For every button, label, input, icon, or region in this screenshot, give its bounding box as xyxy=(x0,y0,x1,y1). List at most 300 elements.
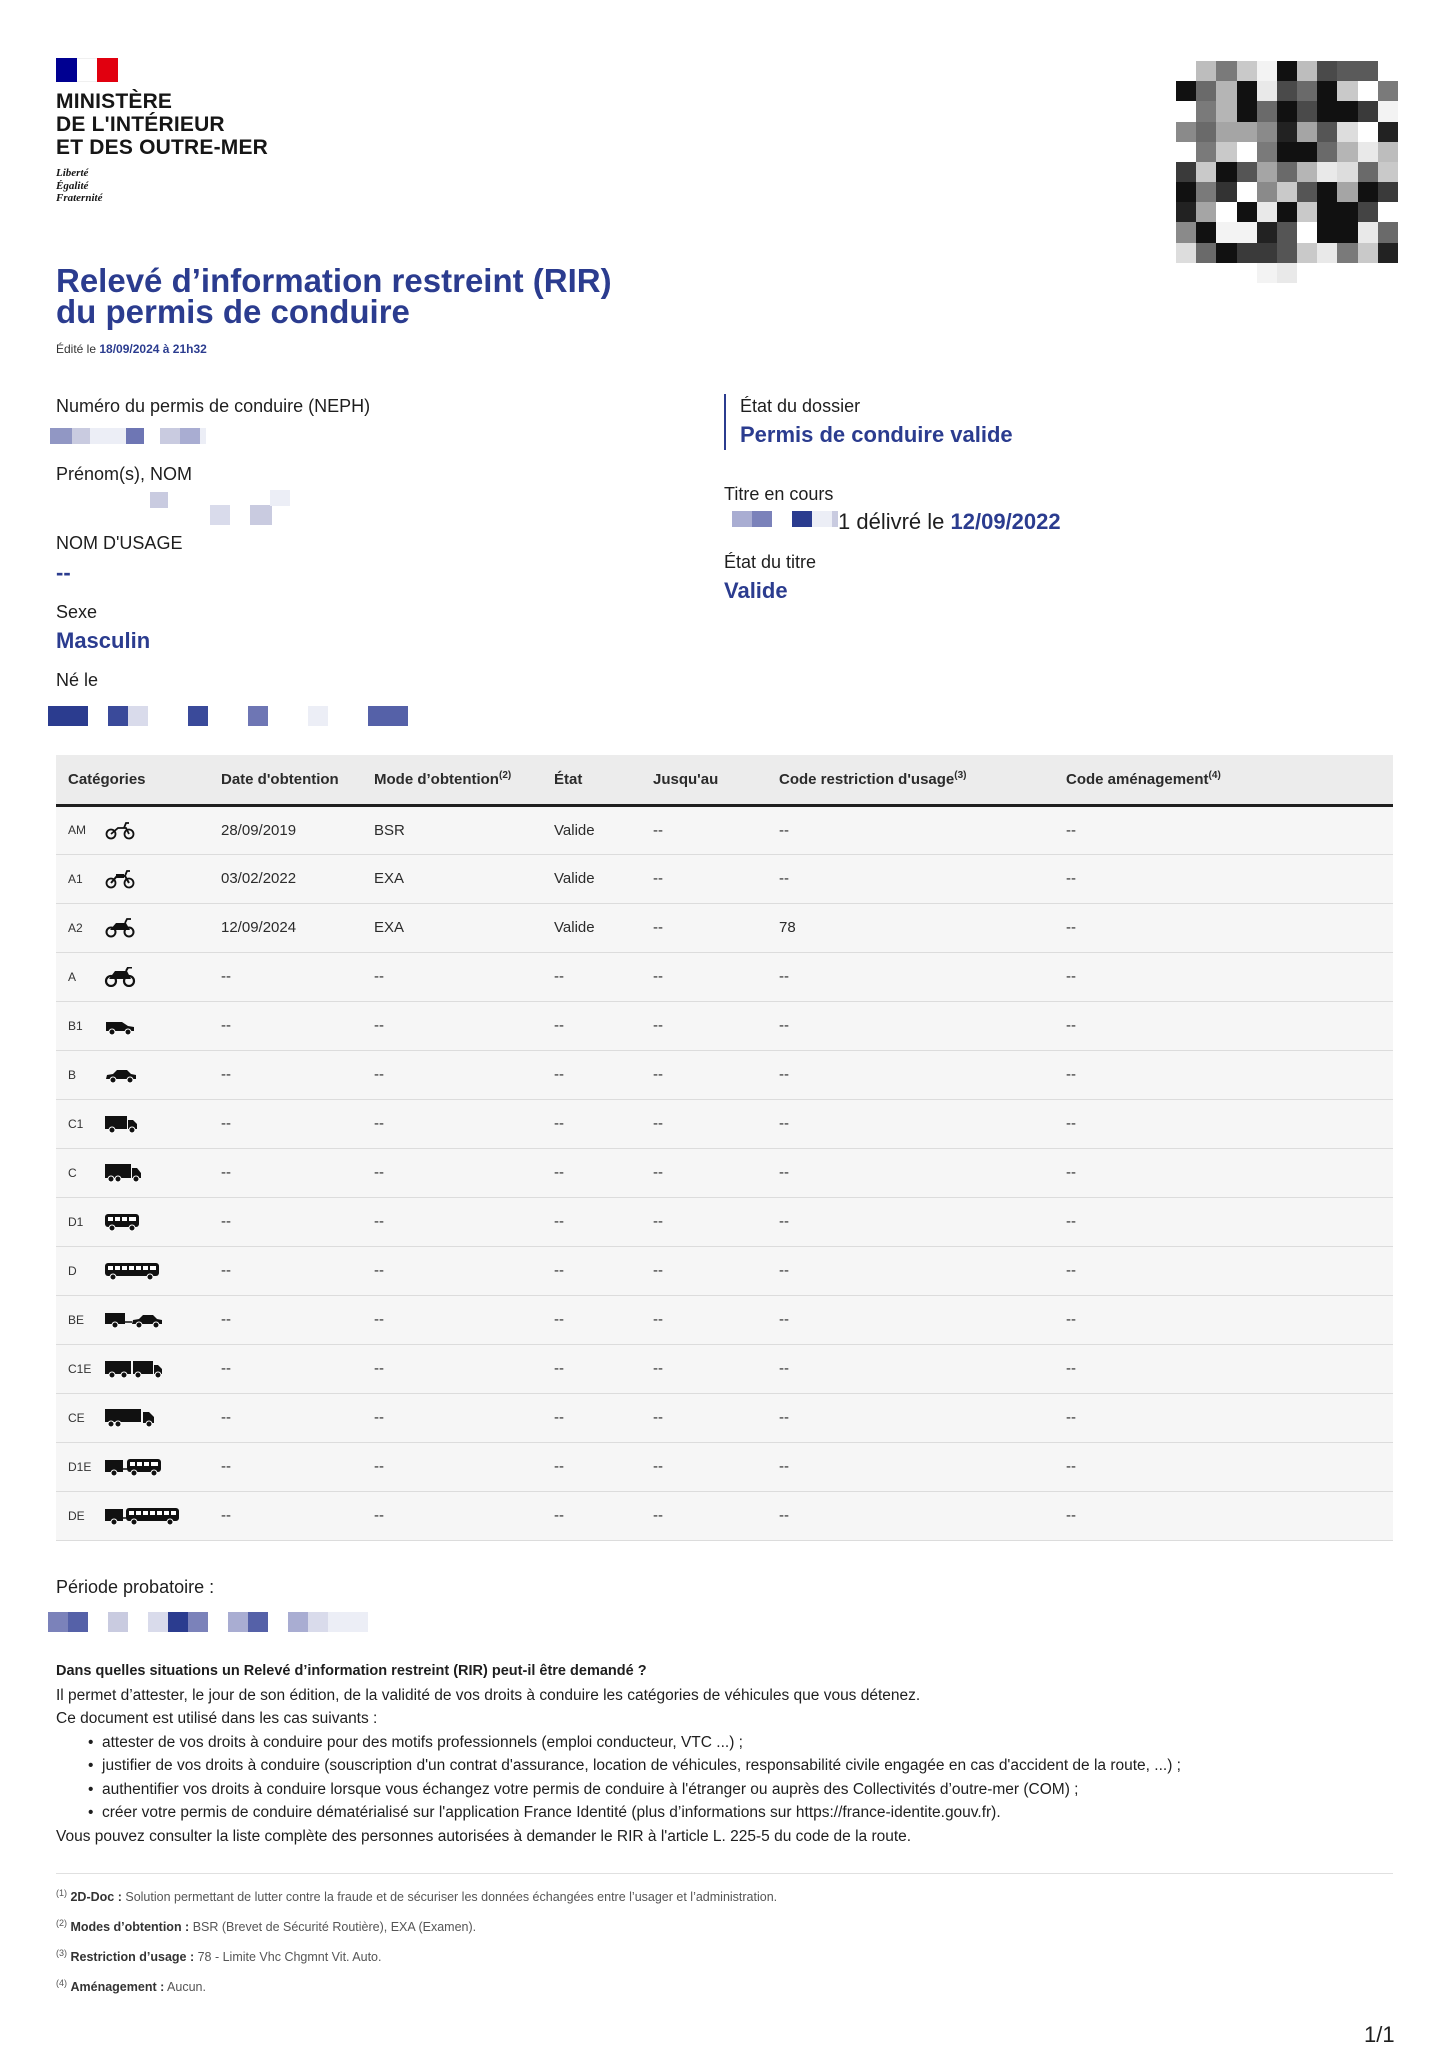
qr-cell xyxy=(1297,81,1317,101)
qr-cell xyxy=(1257,101,1277,121)
qr-cell xyxy=(1317,142,1337,162)
french-flag-icon xyxy=(56,58,118,82)
list-item: • créer votre permis de conduire dématérialisé sur l'application France Identité (plus d’informations sur https://france-identite.gouv.fr). xyxy=(102,1801,1396,1825)
car-icon xyxy=(104,1065,138,1085)
cell-date: -- xyxy=(221,1360,231,1377)
footnotes xyxy=(56,1888,777,2008)
qr-cell xyxy=(1297,243,1317,263)
cell-amenagement: -- xyxy=(1066,1311,1076,1328)
footnote-4: $^{(4)}$ Aménagement : Aucun. xyxy=(56,1978,206,1995)
footnote-3: $^{(3)}$ Restriction d’usage : 78 - Limite Vhc Chgmnt Vit. Auto. xyxy=(56,1948,382,1965)
qr-cell xyxy=(1378,122,1398,142)
qr-cell xyxy=(1237,122,1257,142)
cell-mode: EXA xyxy=(374,870,405,887)
category-cell xyxy=(68,1163,209,1183)
qr-cell xyxy=(1378,142,1398,162)
cell-date: -- xyxy=(221,1115,231,1132)
cell-date: -- xyxy=(221,1507,231,1524)
table-row xyxy=(56,1295,1393,1344)
cell-date: -- xyxy=(221,1458,231,1475)
qr-cell xyxy=(1358,243,1378,263)
cell-category xyxy=(56,1295,209,1344)
qr-cell xyxy=(1237,162,1257,182)
qr-cell xyxy=(1176,162,1196,182)
2d-doc-code xyxy=(1176,61,1398,283)
category-cell xyxy=(68,1016,209,1036)
table-row xyxy=(56,1442,1393,1491)
qr-cell xyxy=(1237,202,1257,222)
qr-cell xyxy=(1277,263,1297,283)
category-cell xyxy=(68,820,209,840)
col-header-until: Jusqu'au xyxy=(641,755,767,805)
info-bullet-list xyxy=(102,1731,1396,1825)
cell-amenagement: -- xyxy=(1066,1409,1076,1426)
qr-cell xyxy=(1378,61,1398,81)
cell-restriction: -- xyxy=(779,1066,789,1083)
qr-cell xyxy=(1176,182,1196,202)
articulated-truck-icon xyxy=(104,1408,156,1428)
name-redacted-1 xyxy=(150,492,168,508)
qr-cell xyxy=(1297,142,1317,162)
qr-cell xyxy=(1216,243,1236,263)
sex-label: Sexe xyxy=(56,602,98,622)
qr-cell xyxy=(1196,202,1216,222)
qr-cell xyxy=(1317,182,1337,202)
qr-cell xyxy=(1378,101,1398,121)
qr-cell xyxy=(1297,162,1317,182)
ministry-name: MINISTÈRE DE L'INTÉRIEUR ET DES OUTRE-MER xyxy=(56,90,269,159)
qr-cell xyxy=(1216,81,1236,101)
qr-cell xyxy=(1237,142,1257,162)
table-row xyxy=(56,1148,1393,1197)
cell-category xyxy=(56,952,209,1001)
page-title: Relevé d’information restreint (RIR) du permis de conduire xyxy=(56,262,612,330)
cell-mode: -- xyxy=(374,1164,384,1181)
quadricycle-icon xyxy=(104,1016,136,1036)
category-cell xyxy=(68,1114,209,1134)
cell-amenagement: -- xyxy=(1066,1262,1076,1279)
footnote-1: $^{(1)}$ 2D-Doc : Solution permettant de lutter contre la fraude et de sécuriser les données échangées entre l’usager et l’administration. xyxy=(56,1888,778,1905)
table-row xyxy=(56,1001,1393,1050)
qr-cell xyxy=(1317,222,1337,242)
qr-cell xyxy=(1176,243,1196,263)
cell-until: -- xyxy=(653,1213,663,1230)
category-code: D1E xyxy=(68,1459,92,1474)
cell-amenagement: -- xyxy=(1066,1360,1076,1377)
qr-cell xyxy=(1216,202,1236,222)
category-code: B xyxy=(68,1067,77,1082)
cell-until: -- xyxy=(653,1458,663,1475)
bus-icon xyxy=(104,1261,160,1281)
qr-cell xyxy=(1277,182,1297,202)
minibus-trailer-icon xyxy=(104,1457,162,1477)
cell-category xyxy=(56,1050,209,1099)
qr-cell xyxy=(1337,243,1357,263)
qr-cell xyxy=(1277,142,1297,162)
cell-state: -- xyxy=(554,1066,564,1083)
qr-cell xyxy=(1277,243,1297,263)
cell-restriction: -- xyxy=(779,870,789,887)
cell-amenagement: -- xyxy=(1066,1017,1076,1034)
qr-cell xyxy=(1196,263,1216,283)
cell-until: -- xyxy=(653,1164,663,1181)
categories-table xyxy=(56,755,1393,1541)
qr-cell xyxy=(1378,202,1398,222)
qr-cell xyxy=(1358,202,1378,222)
category-code: A2 xyxy=(68,920,83,935)
qr-cell xyxy=(1378,162,1398,182)
motorcycle-icon xyxy=(104,918,136,938)
republic-motto: Liberté Égalité Fraternité xyxy=(56,167,103,204)
cell-state: -- xyxy=(554,1115,564,1132)
qr-cell xyxy=(1257,263,1277,283)
cell-category xyxy=(56,1099,209,1148)
qr-cell xyxy=(1297,61,1317,81)
cell-state: -- xyxy=(554,1164,564,1181)
qr-cell xyxy=(1216,61,1236,81)
qr-cell xyxy=(1216,222,1236,242)
usage-name-value: -- xyxy=(56,560,71,585)
cell-mode: -- xyxy=(374,1458,384,1475)
cell-until: -- xyxy=(653,1507,663,1524)
col-header-categories: Catégories xyxy=(56,755,209,805)
cell-amenagement: -- xyxy=(1066,1115,1076,1132)
cell-until: -- xyxy=(653,1017,663,1034)
qr-cell xyxy=(1176,122,1196,142)
category-cell xyxy=(68,1408,209,1428)
qr-cell xyxy=(1237,243,1257,263)
qr-cell xyxy=(1297,263,1317,283)
cell-restriction: -- xyxy=(779,1311,789,1328)
category-code: C xyxy=(68,1165,77,1180)
qr-cell xyxy=(1277,101,1297,121)
qr-cell xyxy=(1337,182,1357,202)
category-cell xyxy=(68,967,209,987)
qr-cell xyxy=(1277,222,1297,242)
qr-cell xyxy=(1317,263,1337,283)
table-row xyxy=(56,1344,1393,1393)
title-issued-text: 1 délivré le 12/09/2022 xyxy=(838,509,1061,534)
neph-label: Numéro du permis de conduire (NEPH) xyxy=(56,396,371,416)
cell-restriction: -- xyxy=(779,1164,789,1181)
cell-mode: -- xyxy=(374,1017,384,1034)
qr-cell xyxy=(1277,61,1297,81)
qr-cell xyxy=(1337,142,1357,162)
qr-cell xyxy=(1277,122,1297,142)
cell-date: 28/09/2019 xyxy=(221,821,297,839)
qr-cell xyxy=(1317,243,1337,263)
category-cell xyxy=(68,1506,209,1526)
probation-redacted xyxy=(48,1612,368,1632)
cell-mode: EXA xyxy=(374,919,405,936)
qr-cell xyxy=(1196,122,1216,142)
light-motorcycle-icon xyxy=(104,869,136,889)
cell-until: -- xyxy=(653,870,663,887)
rir-explanation xyxy=(56,1660,1396,1848)
cell-state: -- xyxy=(554,1262,564,1279)
footnotes-separator xyxy=(56,1873,1393,1874)
name-redacted-3 xyxy=(270,490,290,506)
qr-cell xyxy=(1297,222,1317,242)
col-header-date: Date d'obtention xyxy=(209,755,362,805)
ministry-logo xyxy=(56,58,296,205)
qr-cell xyxy=(1358,263,1378,283)
cell-category xyxy=(56,1491,209,1540)
qr-cell xyxy=(1176,202,1196,222)
cell-state: -- xyxy=(554,968,564,985)
qr-cell xyxy=(1216,142,1236,162)
qr-cell xyxy=(1216,101,1236,121)
title-label: Titre en cours xyxy=(724,484,834,504)
col-header-mode: Mode d’obtention$^{(2)}$ xyxy=(362,755,542,805)
usage-name-label: NOM D'USAGE xyxy=(56,533,183,553)
qr-cell xyxy=(1317,61,1337,81)
qr-cell xyxy=(1237,182,1257,202)
category-code: C1 xyxy=(68,1116,84,1131)
qr-cell xyxy=(1257,182,1277,202)
truck-icon xyxy=(104,1163,142,1183)
col-header-restriction: Code restriction d'usage$^{(3)}$ xyxy=(767,755,1054,805)
qr-cell xyxy=(1337,101,1357,121)
qr-cell xyxy=(1358,81,1378,101)
title-number-redacted xyxy=(732,511,838,527)
cell-restriction: -- xyxy=(779,1360,789,1377)
category-code: BE xyxy=(68,1312,85,1327)
qr-cell xyxy=(1176,263,1196,283)
cell-mode: -- xyxy=(374,1066,384,1083)
qr-cell xyxy=(1257,142,1277,162)
cell-state: -- xyxy=(554,1409,564,1426)
moped-icon xyxy=(104,820,136,840)
name-redacted-2 xyxy=(210,505,272,525)
cell-date: 12/09/2024 xyxy=(221,919,297,936)
cell-category xyxy=(56,805,209,854)
cell-state: Valide xyxy=(554,870,595,887)
dossier-accent-bar xyxy=(724,394,726,450)
qr-cell xyxy=(1358,142,1378,162)
qr-cell xyxy=(1358,122,1378,142)
category-cell xyxy=(68,1310,209,1330)
qr-cell xyxy=(1237,263,1257,283)
qr-cell xyxy=(1257,81,1277,101)
category-cell xyxy=(68,918,209,938)
cell-amenagement: -- xyxy=(1066,1066,1076,1083)
qr-cell xyxy=(1257,202,1277,222)
cell-until: -- xyxy=(653,1115,663,1132)
category-cell xyxy=(68,1261,209,1281)
cell-amenagement: -- xyxy=(1066,1164,1076,1181)
light-truck-trailer-icon xyxy=(104,1359,164,1379)
qr-cell xyxy=(1358,182,1378,202)
cell-state: Valide xyxy=(554,821,595,839)
qr-cell xyxy=(1257,122,1277,142)
qr-cell xyxy=(1196,142,1216,162)
qr-cell xyxy=(1297,182,1317,202)
qr-cell xyxy=(1216,122,1236,142)
cell-amenagement: -- xyxy=(1066,919,1076,936)
cell-restriction: -- xyxy=(779,1262,789,1279)
qr-cell xyxy=(1378,263,1398,283)
cell-until: -- xyxy=(653,1311,663,1328)
qr-cell xyxy=(1196,81,1216,101)
cell-until: -- xyxy=(653,1262,663,1279)
light-truck-icon xyxy=(104,1114,138,1134)
qr-cell xyxy=(1237,222,1257,242)
cell-mode: -- xyxy=(374,1409,384,1426)
qr-cell xyxy=(1257,222,1277,242)
col-header-amenagement: Code aménagement$^{(4)}$ xyxy=(1054,755,1393,805)
qr-cell xyxy=(1196,162,1216,182)
table-row xyxy=(56,805,1393,854)
qr-cell xyxy=(1176,81,1196,101)
cell-amenagement: -- xyxy=(1066,968,1076,985)
cell-date: -- xyxy=(221,968,231,985)
category-code: DE xyxy=(68,1508,85,1523)
cell-restriction: -- xyxy=(779,1409,789,1426)
cell-date: -- xyxy=(221,1213,231,1230)
cell-amenagement: -- xyxy=(1066,870,1076,887)
qr-cell xyxy=(1378,243,1398,263)
qr-cell xyxy=(1337,81,1357,101)
cell-restriction: -- xyxy=(779,1458,789,1475)
qr-cell xyxy=(1196,61,1216,81)
cell-restriction: -- xyxy=(779,968,789,985)
cell-until: -- xyxy=(653,821,663,839)
list-item: • justifier de vos droits à conduire (souscription d'un contrat d'assurance, location de véhicules, responsabilité civile engagée en cas d'accident de la route, ...) ; xyxy=(102,1754,1396,1778)
dossier-label: État du dossier xyxy=(740,396,861,416)
cell-date: -- xyxy=(221,1409,231,1426)
qr-cell xyxy=(1176,101,1196,121)
cell-category xyxy=(56,1197,209,1246)
cell-date: -- xyxy=(221,1164,231,1181)
qr-cell xyxy=(1337,122,1357,142)
cell-until: -- xyxy=(653,1360,663,1377)
cell-mode: -- xyxy=(374,1115,384,1132)
cell-restriction: -- xyxy=(779,1115,789,1132)
qr-cell xyxy=(1297,122,1317,142)
qr-cell xyxy=(1358,101,1378,121)
qr-cell xyxy=(1297,101,1317,121)
table-header-row xyxy=(56,755,1393,805)
cell-category xyxy=(56,1344,209,1393)
cell-state: -- xyxy=(554,1458,564,1475)
qr-cell xyxy=(1237,61,1257,81)
qr-cell xyxy=(1378,81,1398,101)
category-code: D1 xyxy=(68,1214,84,1229)
category-code: B1 xyxy=(68,1018,83,1033)
qr-cell xyxy=(1378,222,1398,242)
qr-cell xyxy=(1257,61,1277,81)
qr-cell xyxy=(1257,162,1277,182)
birth-redacted xyxy=(48,706,408,726)
category-code: D xyxy=(68,1263,77,1278)
qr-cell xyxy=(1337,222,1357,242)
sex-value: Masculin xyxy=(56,628,151,653)
edition-date: Édité le 18/09/2024 à 21h32 xyxy=(56,342,207,356)
cell-restriction: 78 xyxy=(779,919,796,936)
qr-cell xyxy=(1378,182,1398,202)
title-state-label: État du titre xyxy=(724,552,817,572)
cell-date: -- xyxy=(221,1017,231,1034)
cell-date: 03/02/2022 xyxy=(221,870,297,887)
info-line-3: Vous pouvez consulter la liste complète des personnes autorisées à demander le RIR à l'article L. 225-5 du code de la route. xyxy=(56,1827,912,1845)
category-cell xyxy=(68,1212,209,1232)
cell-category xyxy=(56,1001,209,1050)
table-row xyxy=(56,952,1393,1001)
category-code: CE xyxy=(68,1410,85,1425)
cell-mode: -- xyxy=(374,1213,384,1230)
category-code: A xyxy=(68,969,77,984)
cell-restriction: -- xyxy=(779,1017,789,1034)
cell-restriction: -- xyxy=(779,821,789,839)
qr-cell xyxy=(1176,61,1196,81)
cell-mode: -- xyxy=(374,968,384,985)
table-row xyxy=(56,1491,1393,1540)
qr-cell xyxy=(1317,122,1337,142)
cell-restriction: -- xyxy=(779,1507,789,1524)
category-cell xyxy=(68,1359,209,1379)
cell-state: Valide xyxy=(554,919,595,936)
cell-category xyxy=(56,1393,209,1442)
cell-category xyxy=(56,903,209,952)
category-code: C1E xyxy=(68,1361,92,1376)
category-cell xyxy=(68,1457,209,1477)
cell-category xyxy=(56,1442,209,1491)
qr-cell xyxy=(1317,202,1337,222)
qr-cell xyxy=(1277,162,1297,182)
qr-cell xyxy=(1277,202,1297,222)
category-code: AM xyxy=(68,823,86,837)
cell-state: -- xyxy=(554,1017,564,1034)
table-row xyxy=(56,903,1393,952)
heavy-motorcycle-icon xyxy=(104,967,136,987)
cell-amenagement: -- xyxy=(1066,821,1076,839)
category-cell xyxy=(68,1065,209,1085)
neph-redacted xyxy=(50,428,206,444)
qr-cell xyxy=(1237,101,1257,121)
cell-state: -- xyxy=(554,1507,564,1524)
table-row xyxy=(56,1197,1393,1246)
cell-until: -- xyxy=(653,1066,663,1083)
qr-cell xyxy=(1358,162,1378,182)
cell-state: -- xyxy=(554,1360,564,1377)
table-row xyxy=(56,1246,1393,1295)
cell-state: -- xyxy=(554,1311,564,1328)
list-item: • attester de vos droits à conduire pour des motifs professionnels (emploi conducteur, VTC ...) ; xyxy=(102,1731,1396,1755)
qr-cell xyxy=(1196,101,1216,121)
page-number: 1/1 xyxy=(1364,2022,1395,2047)
qr-cell xyxy=(1176,142,1196,162)
qr-cell xyxy=(1176,222,1196,242)
cell-mode: -- xyxy=(374,1360,384,1377)
category-cell xyxy=(68,869,209,889)
qr-cell xyxy=(1317,81,1337,101)
qr-cell xyxy=(1317,101,1337,121)
footnote-2: $^{(2)}$ Modes d’obtention : BSR (Brevet de Sécurité Routière), EXA (Examen). xyxy=(56,1918,477,1935)
cell-mode: -- xyxy=(374,1262,384,1279)
cell-category xyxy=(56,1148,209,1197)
info-line-1: Il permet d’attester, le jour de son édition, de la validité de vos droits à conduire les catégories de véhicules que vous détenez. xyxy=(56,1686,921,1704)
qr-cell xyxy=(1196,243,1216,263)
bus-trailer-icon xyxy=(104,1506,180,1526)
cell-amenagement: -- xyxy=(1066,1458,1076,1475)
car-trailer-icon xyxy=(104,1310,164,1330)
title-state-value: Valide xyxy=(724,578,788,603)
cell-amenagement: -- xyxy=(1066,1213,1076,1230)
qr-cell xyxy=(1216,182,1236,202)
qr-cell xyxy=(1257,243,1277,263)
qr-cell xyxy=(1337,263,1357,283)
